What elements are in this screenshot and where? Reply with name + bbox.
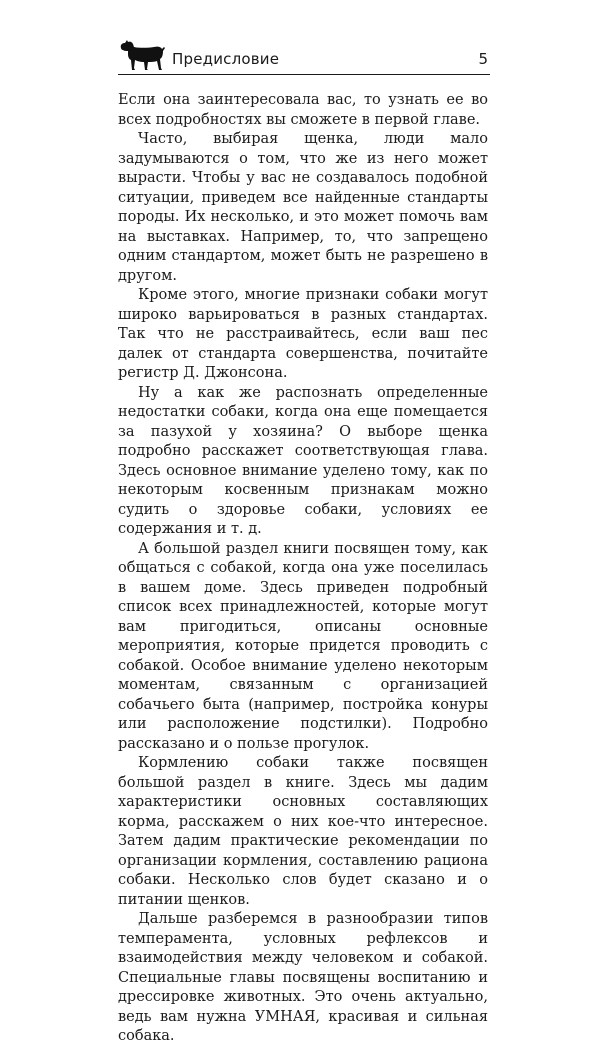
paragraph-5: А большой раздел книги посвящен тому, как общаться с собакой, когда она уже поселилась в вашем доме. Здесь приведен подробный список всех принадлежностей, которые могут вам пригодиться, описаны основные мероприятия, которые придется проводить с собакой. Особое внимание уделено некоторым моментам, связанным с организацией собачьего быта (например, постройка конуры или расположение подстилки). Подробно рассказано и о пользе прогулок.: [118, 540, 488, 752]
page-number: 5: [478, 50, 488, 68]
page-header: [118, 38, 490, 82]
paragraph-3: Кроме этого, многие признаки собаки могут широко варьироваться в разных стандартах. Так что не расстраивайтесь, если ваш пес далек от стандарта совершенства, почитайте регистр Д. Джонсона.: [118, 287, 488, 381]
body-text: [118, 91, 488, 1047]
header-rule: [118, 74, 490, 75]
paragraph-1: Если она заинтересовала вас, то узнать ее во всех подробностях вы сможете в первой главе.: [118, 92, 488, 128]
paragraph-2: Часто, выбирая щенка, люди мало задумываются о том, что же из него может вырасти. Чтобы у вас не создавалось подобной ситуации, приведем все найденные стандарты породы. Их несколько, и это может помочь вам на выставках. Например, то, что запрещено одним стандартом, может быть не разрешено в другом.: [118, 131, 488, 284]
dog-silhouette-icon: [118, 38, 166, 72]
paragraph-6: Кормлению собаки также посвящен большой раздел в книге. Здесь мы дадим характеристики основных составляющих корма, расскажем о них кое-что интересное. Затем дадим практические рекомендации по организации кормления, составлению рациона собаки. Несколько слов будет сказано и о питании щенков.: [118, 755, 488, 908]
paragraph-7: Дальше разберемся в разнообразии типов темперамента, условных рефлексов и взаимодействия между человеком и собакой. Специальные главы посвящены воспитанию и дрессировке животных. Это очень актуально, ведь вам нужна УМНАЯ, красивая и сильная собака.: [118, 911, 488, 1044]
running-title: Предисловие: [172, 50, 280, 68]
paragraph-4: Ну а как же распознать определенные недостатки собаки, когда она еще помещается за пазухой у хозяина? О выборе щенка подробно расскажет соответствующая глава. Здесь основное внимание уделено тому, как по некоторым косвенным признакам можно судить о здоровье собаки, условиях ее содержания и т. д.: [118, 384, 488, 537]
